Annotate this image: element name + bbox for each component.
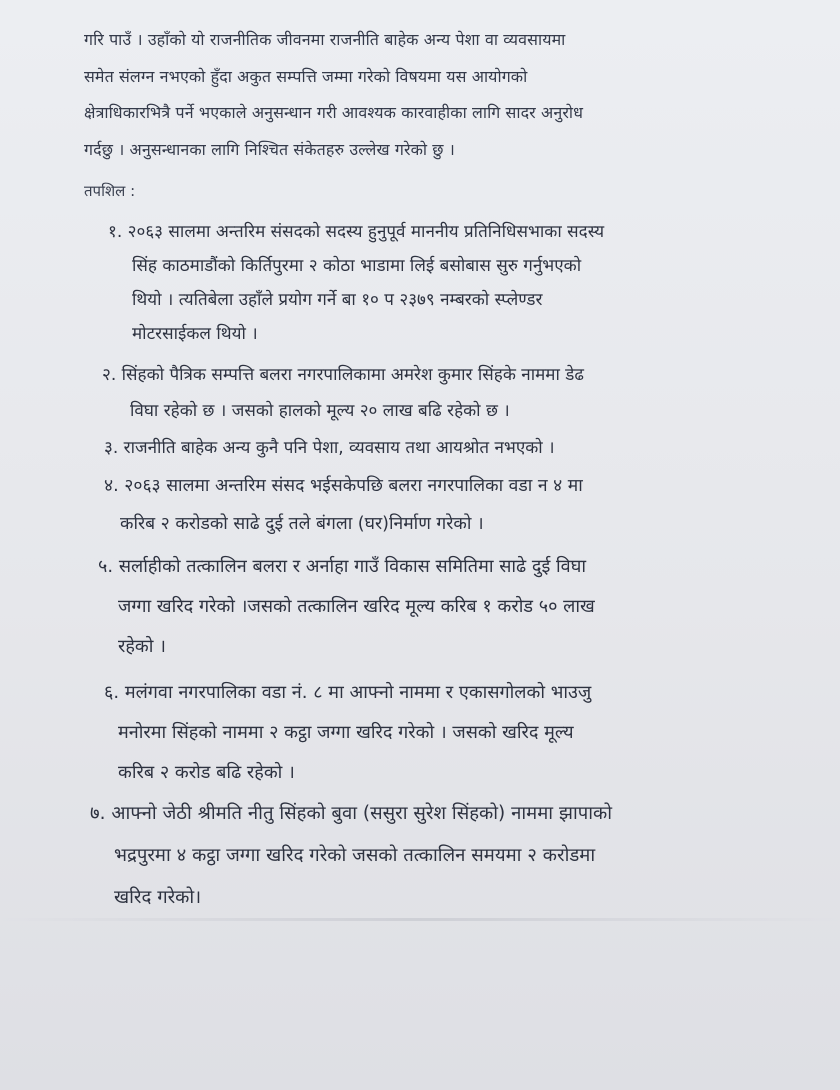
item-number: २. xyxy=(102,365,117,385)
item-text: २०६३ सालमा अन्तरिम संसद भईसकेपछि बलरा नगरपालिका वडा न ४ मा xyxy=(124,476,583,496)
item-line xyxy=(104,673,796,713)
item-text: आफ्नो जेठी श्रीमति नीतु सिंहको बुवा (ससुरा सुरेश सिंहको) नाममा झापाको xyxy=(111,803,613,824)
list-item xyxy=(84,673,796,793)
list-item xyxy=(84,357,796,429)
item-line: रहेको । xyxy=(118,636,166,657)
details-list xyxy=(84,215,796,919)
item-line xyxy=(104,467,796,505)
item-number: १. xyxy=(108,222,123,242)
item-line xyxy=(102,357,796,393)
item-line: मोटरसाईकल थियो । xyxy=(132,324,258,344)
list-item xyxy=(84,467,796,543)
item-number: ३. xyxy=(104,438,119,458)
intro-line: क्षेत्राधिकारभित्रै पर्ने भएकाले अनुसन्धान गरी आवश्यक कारवाहीका लागि सादर अनुरोध xyxy=(84,103,584,122)
paper-fold xyxy=(0,918,840,921)
list-item xyxy=(84,547,796,667)
item-line xyxy=(104,429,796,467)
item-line: भद्रपुरमा ४ कट्ठा जग्गा खरिद गरेको जसको तत्कालिन समयमा २ करोडमा xyxy=(114,845,596,866)
document-body xyxy=(84,22,796,919)
intro-line: गरि पाउँ । उहाँको यो राजनीतिक जीवनमा राजनीति बाहेक अन्य पेशा वा व्यवसायमा xyxy=(84,30,566,49)
item-line: सिंह काठमाडौंको किर्तिपुरमा २ कोठा भाडामा लिई बसोबास सुरु गर्नुभएको xyxy=(132,256,582,276)
item-number: ७. xyxy=(90,803,106,824)
item-line xyxy=(90,793,796,835)
item-text: राजनीति बाहेक अन्य कुनै पनि पेशा, व्यवसाय तथा आयश्रोत नभएको । xyxy=(123,438,555,458)
item-text: मलंगवा नगरपालिका वडा नं. ८ मा आफ्नो नाममा र एकासगोलको भाउजु xyxy=(124,682,592,703)
list-item xyxy=(84,429,796,467)
item-line: थियो । त्यतिबेला उहाँले प्रयोग गर्ने बा १० प २३७९ नम्बरको स्प्लेण्डर xyxy=(132,290,543,310)
intro-line: गर्दछु । अनुसन्धानका लागि निश्चित संकेतहरु उल्लेख गरेको छु । xyxy=(84,139,455,159)
item-line: मनोरमा सिंहको नाममा २ कट्ठा जग्गा खरिद गरेको । जसको खरिद मूल्य xyxy=(118,722,574,743)
item-text: सर्लाहीको तत्कालिन बलरा र अर्नाहा गाउँ विकास समितिमा साढे दुई विघा xyxy=(118,556,586,577)
item-line: करिब २ करोडको साढे दुई तले बंगला (घर)निर्माण गरेको । xyxy=(120,514,484,534)
item-line: जग्गा खरिद गरेको ।जसको तत्कालिन खरिद मूल्य करिब १ करोड ५० लाख xyxy=(118,596,595,617)
item-line: विघा रहेको छ । जसको हालको मूल्य २० लाख बढि रहेको छ । xyxy=(130,401,510,421)
intro-paragraph xyxy=(84,22,796,168)
item-line xyxy=(108,215,796,249)
item-number: ५. xyxy=(98,556,114,577)
item-number: ४. xyxy=(104,476,119,496)
item-line: करिब २ करोड बढि रहेको । xyxy=(118,762,295,783)
item-number: ६. xyxy=(104,682,120,703)
list-item xyxy=(84,793,796,919)
item-text: सिंहको पैत्रिक सम्पत्ति बलरा नगरपालिकामा अमरेश कुमार सिंहके नाममा डेढ xyxy=(121,365,584,385)
intro-line: समेत संलग्न नभएको हुँदा अकुत सम्पत्ति जम्मा गरेको विषयमा यस आयोगको xyxy=(84,66,528,86)
item-line xyxy=(98,547,796,587)
details-heading: तपशिल : xyxy=(84,182,136,200)
list-item xyxy=(84,215,796,351)
item-text: २०६३ सालमा अन्तरिम संसदको सदस्य हुनुपूर्व माननीय प्रतिनिधिसभाका सदस्य xyxy=(127,222,605,242)
item-line: खरिद गरेको। xyxy=(114,887,202,908)
